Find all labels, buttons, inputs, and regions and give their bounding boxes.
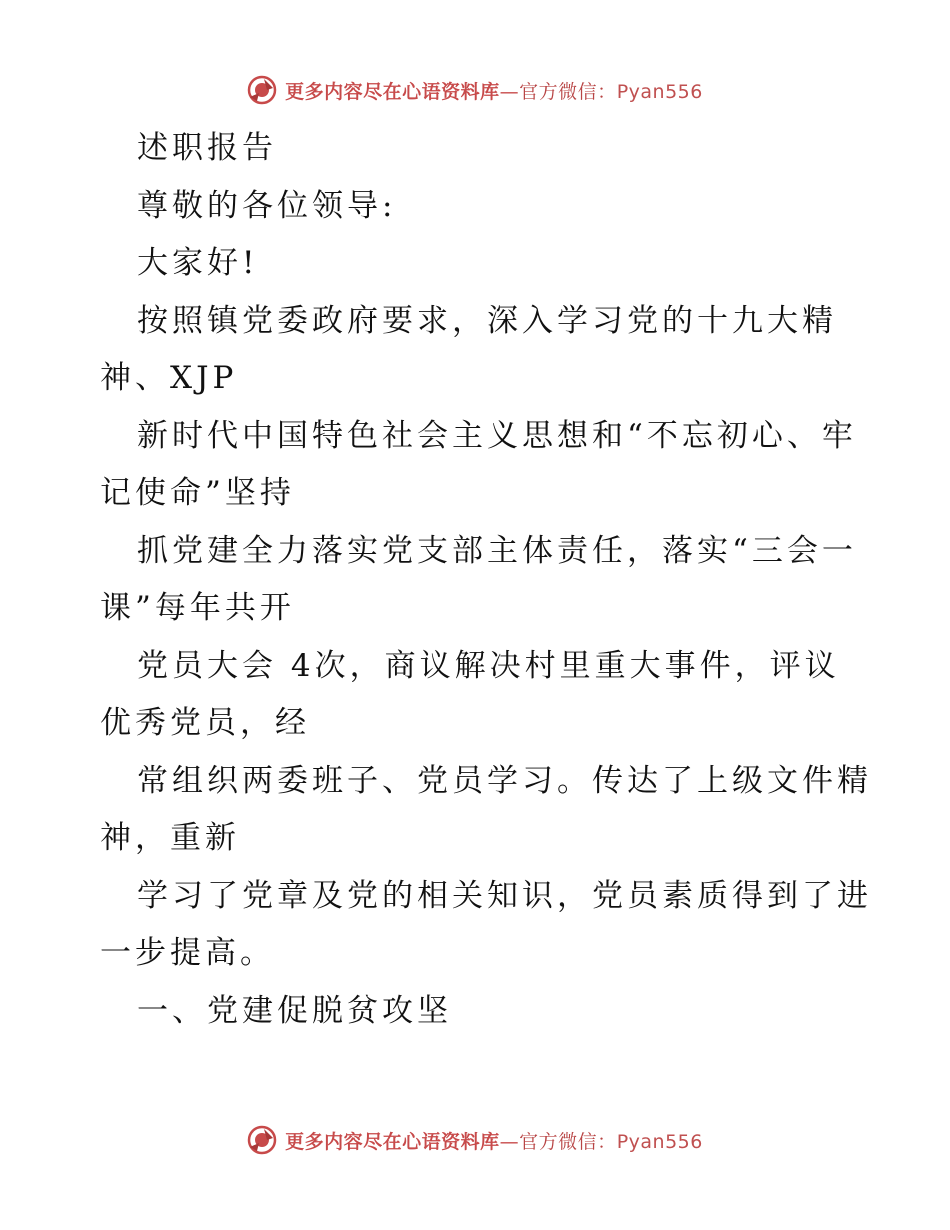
banner-dash: — (499, 80, 520, 103)
doc-greeting: 大家好! (137, 245, 259, 281)
footer-banner (0, 1120, 950, 1160)
doc-line: 课”每年共开 (100, 590, 295, 626)
banner-main-text: 更多内容尽在心语资料库 (285, 1130, 500, 1153)
header-banner (0, 70, 950, 110)
doc-line: 神、XJP (100, 360, 238, 396)
document-body (100, 120, 872, 1040)
doc-title: 述职报告 (137, 130, 277, 166)
doc-line: 记使命”坚持 (100, 475, 295, 511)
doc-line: 抓党建全力落实党支部主体责任，落实“三会一 (137, 532, 857, 569)
doc-line: 优秀党员，经 (100, 705, 310, 741)
pen-logo-icon (247, 1125, 277, 1155)
banner-wechat-id: Pyan556 (616, 80, 703, 103)
banner-dash: — (499, 1130, 520, 1153)
banner-main-text: 更多内容尽在心语资料库 (285, 80, 500, 103)
banner-text (285, 1127, 703, 1154)
doc-line: 一步提高。 (100, 935, 275, 971)
doc-line: 党员大会 4次，商议解决村里重大事件，评议 (137, 647, 840, 684)
doc-line: 学习了党章及党的相关知识，党员素质得到了进 (137, 877, 872, 914)
doc-line: 新时代中国特色社会主义思想和“不忘初心、牢 (137, 417, 857, 454)
banner-wechat-label: 官方微信： (519, 80, 617, 103)
banner-wechat-id: Pyan556 (616, 1130, 703, 1153)
doc-line: 常组织两委班子、党员学习。传达了上级文件精 (137, 762, 872, 799)
banner-text (285, 77, 703, 104)
section-heading: 一、党建促脱贫攻坚 (137, 992, 452, 1029)
pen-logo-icon (247, 75, 277, 105)
doc-salutation: 尊敬的各位领导: (137, 187, 397, 224)
doc-line: 按照镇党委政府要求，深入学习党的十九大精 (137, 302, 837, 339)
banner-wechat-label: 官方微信： (519, 1130, 617, 1153)
doc-line: 神，重新 (100, 820, 240, 856)
